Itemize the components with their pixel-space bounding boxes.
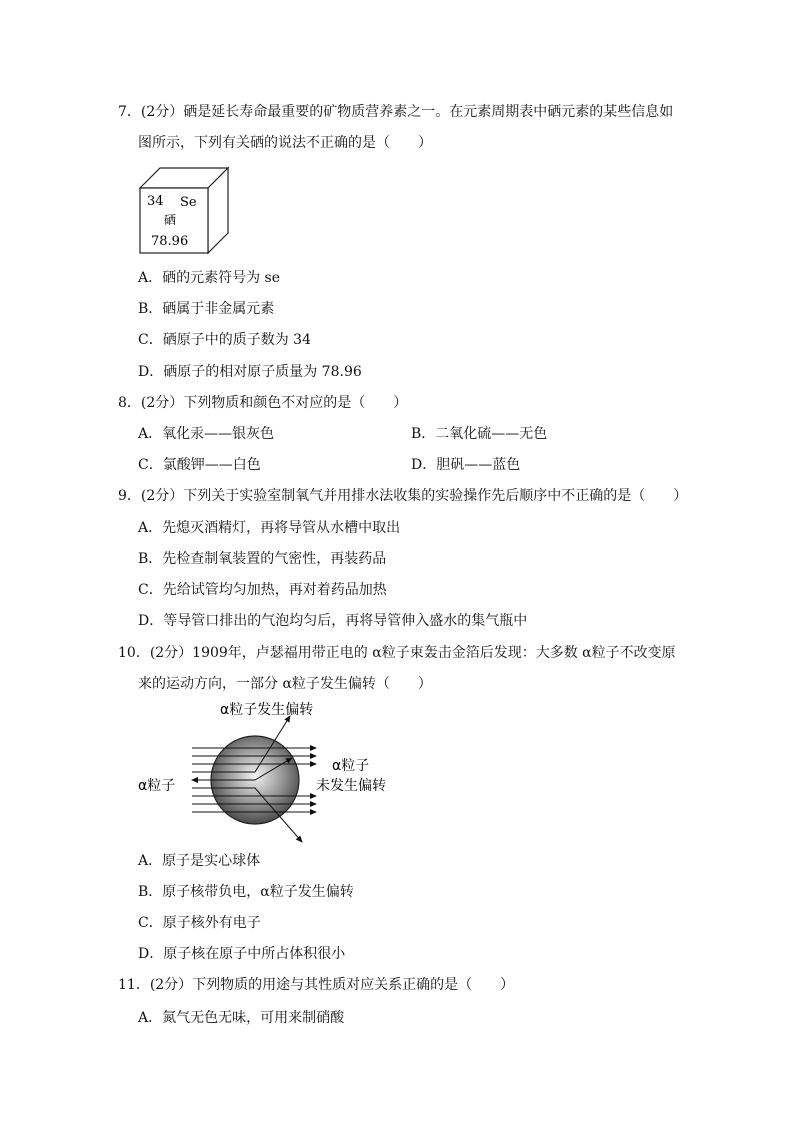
q8-option-b[interactable]: B．二氧化硫——无色 xyxy=(411,426,548,442)
q11-stem: 11．(2分）下列物质的用途与其性质对应关系正确的是（ ） xyxy=(118,977,515,993)
q8-option-d[interactable]: D．胆矾——蓝色 xyxy=(411,457,521,473)
element-name: 硒 xyxy=(164,213,177,227)
element-mass: 78.96 xyxy=(151,234,189,249)
label-alpha-left: α粒子 xyxy=(138,778,176,794)
q10-option-b[interactable]: B．原子核带负电，α粒子发生偏转 xyxy=(138,884,354,900)
q7-option-b[interactable]: B．硒属于非金属元素 xyxy=(138,301,275,317)
q10-option-a[interactable]: A．原子是实心球体 xyxy=(138,853,261,869)
q10-stem-continued: 来的运动方向，一部分 α粒子发生偏转（ ） xyxy=(138,676,432,692)
label-alpha-right: α粒子 xyxy=(332,758,370,774)
q8-stem: 8．(2分）下列物质和颜色不对应的是（ ） xyxy=(118,395,408,411)
q7-stem-continued: 图所示，下列有关硒的说法不正确的是（ ） xyxy=(138,135,432,151)
q7-option-c[interactable]: C．硒原子中的质子数为 34 xyxy=(138,332,311,348)
q11-option-a[interactable]: A．氮气无色无味，可用来制硝酸 xyxy=(138,1010,345,1026)
label-not-deflected: 未发生偏转 xyxy=(316,778,386,794)
q7-stem: 7．(2分）硒是延长寿命最重要的矿物质营养素之一。在元素周期表中硒元素的某些信息如 xyxy=(118,104,674,120)
q8-option-c[interactable]: C．氯酸钾——白色 xyxy=(138,457,261,473)
element-symbol: Se xyxy=(180,195,197,210)
element-number: 34 xyxy=(147,194,164,209)
q7-option-a[interactable]: A．硒的元素符号为 se xyxy=(138,270,281,286)
q9-option-a[interactable]: A．先熄灭酒精灯，再将导管从水槽中取出 xyxy=(138,520,401,536)
selenium-element-card xyxy=(138,166,233,256)
q9-option-b[interactable]: B．先检查制氧装置的气密性，再装药品 xyxy=(138,551,387,567)
q10-stem: 10．(2分）1909年，卢瑟福用带正电的 α粒子束轰击金箔后发现：大多数 α粒子不改变原 xyxy=(118,645,676,661)
label-deflected: α粒子发生偏转 xyxy=(220,702,314,718)
q9-option-d[interactable]: D．等导管口排出的气泡均匀后，再将导管伸入盛水的集气瓶中 xyxy=(138,613,528,629)
q10-option-d[interactable]: D．原子核在原子中所占体积很小 xyxy=(138,946,346,962)
rutherford-scattering-diagram xyxy=(130,696,410,846)
q9-option-c[interactable]: C．先给试管均匀加热，再对着药品加热 xyxy=(138,582,387,598)
q10-option-c[interactable]: C．原子核外有电子 xyxy=(138,915,261,931)
q7-option-d[interactable]: D．硒原子的相对原子质量为 78.96 xyxy=(138,364,362,380)
q8-option-a[interactable]: A．氧化汞——银灰色 xyxy=(138,426,275,442)
q9-stem: 9．(2分）下列关于实验室制氧气并用排水法收集的实验操作先后顺序中不正确的是（ ） xyxy=(118,488,688,504)
